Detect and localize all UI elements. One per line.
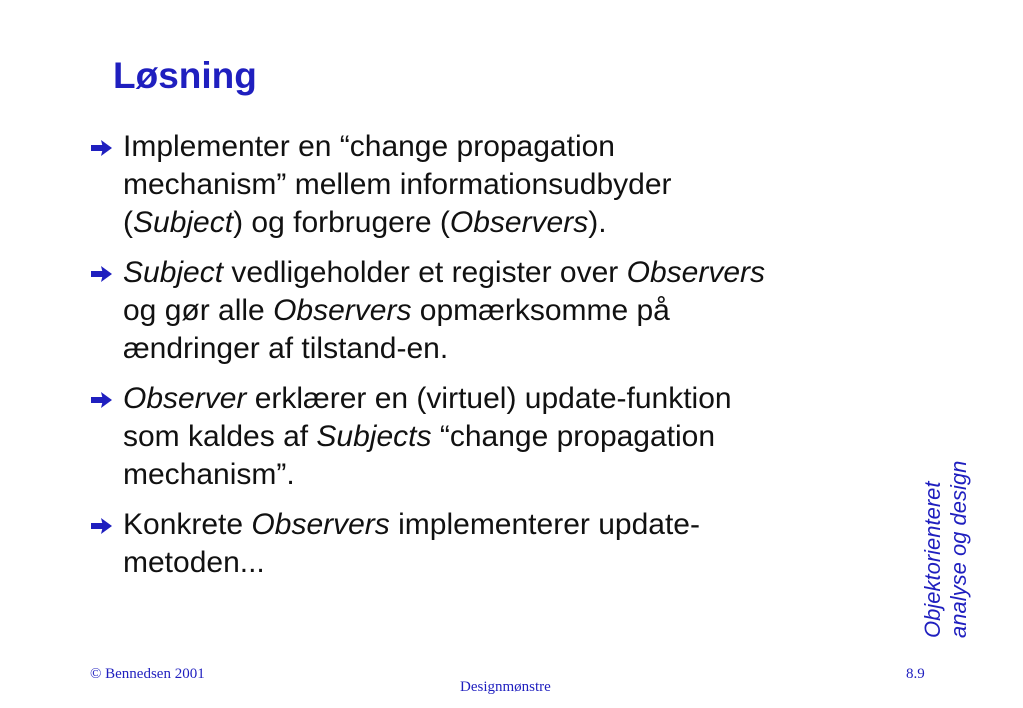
bullet-line: (Subject) og forbrugere (Observers). [123,206,607,239]
slide-title: Løsning [113,55,257,96]
bullet-line: som kaldes af Subjects “change propagation [123,420,716,453]
bullet-line: og gør alle Observers opmærksomme på [123,294,670,327]
bullet-line: ændringer af tilstand-en. [123,332,449,365]
bullet-item [90,506,910,582]
bullet-line: Subject vedligeholder et register over Observers [123,256,766,289]
side-course-title-line1: Objektorienteret [920,481,945,638]
bullet-line: Observer erklærer en (virtuel) update-funktion [123,382,732,415]
footer-copyright: © Bennedsen 2001 [90,666,205,682]
right-arrow-icon [90,265,114,283]
bullet-line: mechanism” mellem informationsudbyder [123,168,672,201]
bullet-item [90,128,910,242]
right-arrow-icon [90,391,114,409]
bullet-line: Konkrete Observers implementerer update- [123,508,700,541]
bullet-line: metoden... [123,546,265,579]
bullet-item [90,254,910,368]
bullet-line: mechanism”. [123,458,295,491]
footer-topic: Designmønstre [460,679,551,695]
right-arrow-icon [90,517,114,535]
bullet-item [90,380,910,494]
bullet-list [90,128,910,594]
side-course-title [920,426,972,638]
bullet-line: Implementer en “change propagation [123,130,615,163]
side-course-title-line2: analyse og design [946,460,971,638]
page-number: 8.9 [906,666,925,682]
right-arrow-icon [90,139,114,157]
